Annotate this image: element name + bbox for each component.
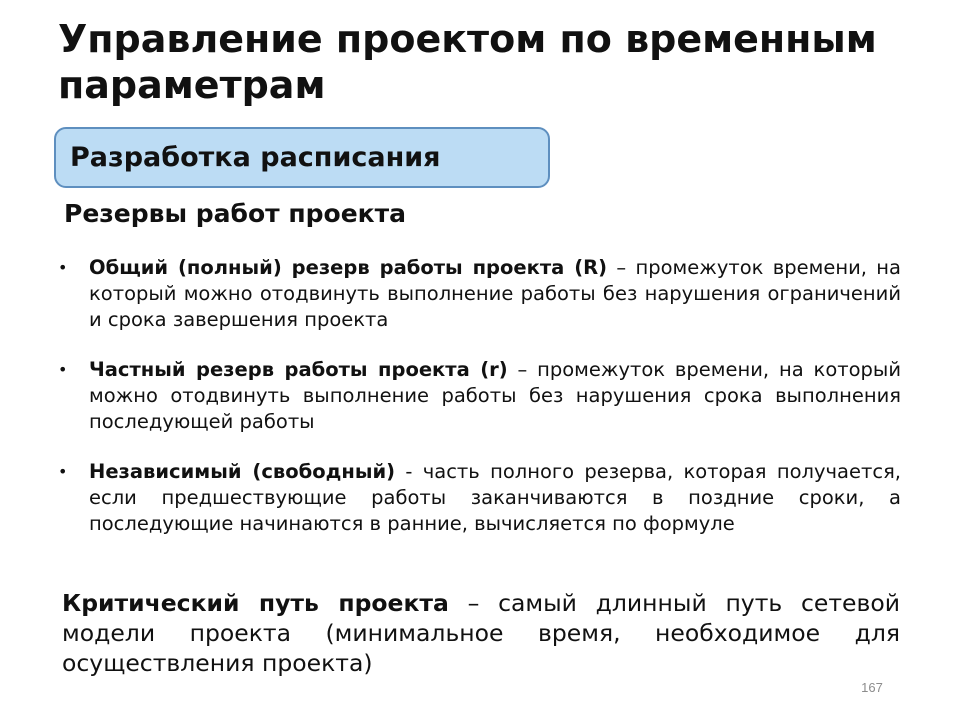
bullet-item (58, 255, 901, 333)
section-heading: Резервы работ проекта (64, 199, 407, 228)
bullet-term: Общий (полный) резерв работы проекта (R) (89, 256, 608, 279)
slide-title: Управление проектом по временным параметрам (58, 17, 877, 107)
critical-path-term: Критический путь проекта (62, 589, 449, 617)
slide-number: 167 (861, 680, 883, 695)
bullet-item (58, 459, 901, 537)
bullet-term: Частный резерв работы проекта (r) (89, 358, 508, 381)
subtitle-box (54, 127, 550, 188)
bullet-text: – промежуток времени, на который можно отодвинуть выполнение работы без нарушения ограничений и срока завершения проекта (89, 256, 901, 331)
bullet-dot-icon: • (58, 360, 68, 379)
critical-path-text: – самый длинный путь сетевой модели проекта (минимальное время, необходимое для осуществления проекта) (62, 589, 900, 677)
bullet-item (58, 357, 901, 435)
bullet-list (58, 255, 901, 561)
subtitle-text: Разработка расписания (70, 142, 441, 173)
bullet-dot-icon: • (58, 258, 68, 277)
bullet-term: Независимый (свободный) (89, 460, 396, 483)
bullet-text: - часть полного резерва, которая получается, если предшествующие работы заканчиваются в поздние сроки, а последующие начинаются в ранние, вычисляется по формуле (89, 460, 902, 535)
bullet-dot-icon: • (58, 462, 68, 481)
critical-path-definition (62, 588, 900, 678)
bullet-text: – промежуток времени, на который можно отодвинуть выполнение работы без нарушения срока выполнения последующей работы (89, 358, 901, 433)
